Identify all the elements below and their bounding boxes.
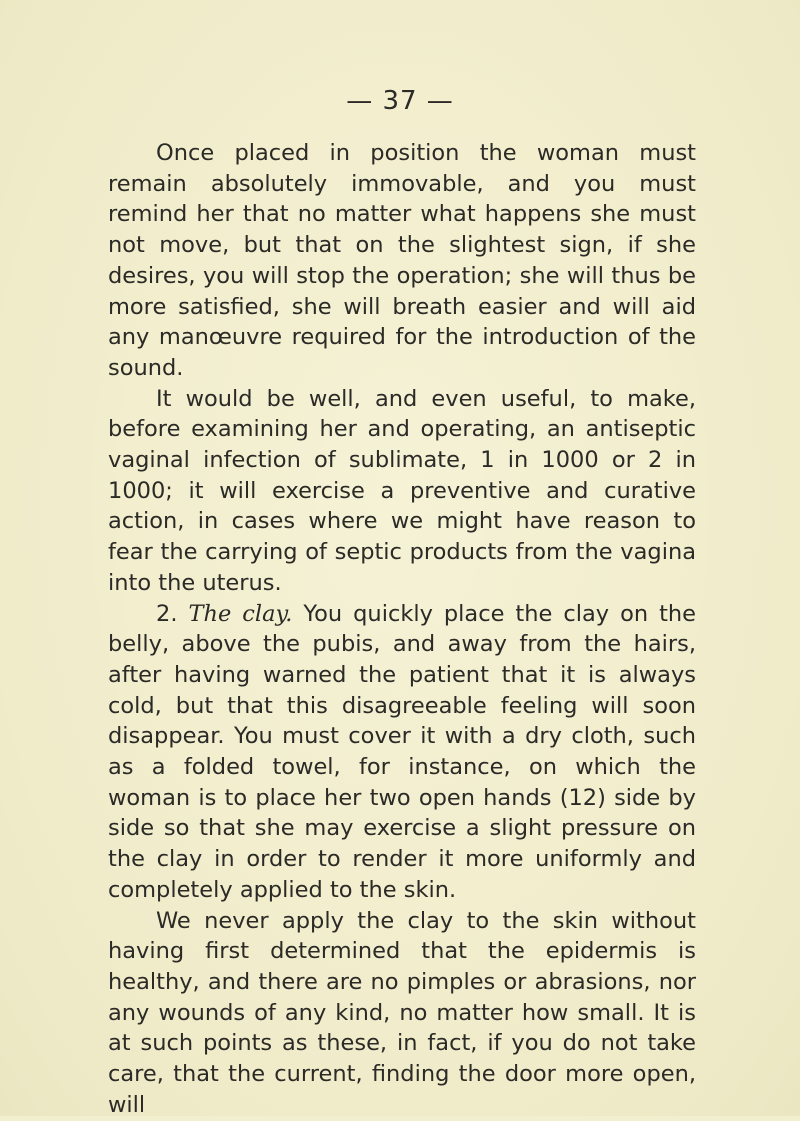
paragraph-3	[108, 599, 696, 906]
paragraph-4	[108, 906, 696, 1121]
body-text	[108, 138, 696, 1121]
page-number: — 37 —	[346, 86, 454, 116]
section-heading: The clay.	[188, 600, 293, 627]
paragraph-1	[108, 138, 696, 384]
paragraph-text: You quickly place the clay on the belly, above the pubis, and away from the hairs, after having warned the patient that it is always cold, but that this disagreeable feeling will soon disappear. You must cover it with a dry cloth, such as a folded towel, for instance, on which the woman is to place her two open hands (12) side by side so that she may exercise a slight pressure on the clay in order to render it more uniformly and completely applied to the skin.	[108, 600, 697, 903]
section-number: 2.	[156, 600, 178, 627]
paragraph-text: It would be well, and even useful, to make, before examining her and operating, an antiseptic vaginal infection of sublimate, 1 in 1000 or 2 in 1000; it will exercise a preventive and curative action, in cases where we might have reason to fear the carrying of septic products from the vagina into the uterus.	[108, 385, 696, 596]
paragraph-text: We never apply the clay to the skin without having first determined that the epidermis is healthy, and there are no pimples or abrasions, nor any wounds of any kind, no matter how small. It is at such points as these, in fact, if you do not take care, that the current, finding the door more open, will	[108, 907, 696, 1118]
paragraph-2	[108, 384, 696, 599]
paragraph-text: Once placed in position the woman must remain absolutely immovable, and you must remind her that no matter what happens she must not move, but that on the slightest sign, if she desires, you will stop the operation; she will thus be more satisfied, she will breath easier and will aid any manœuvre required for the introduction of the sound.	[108, 140, 696, 381]
